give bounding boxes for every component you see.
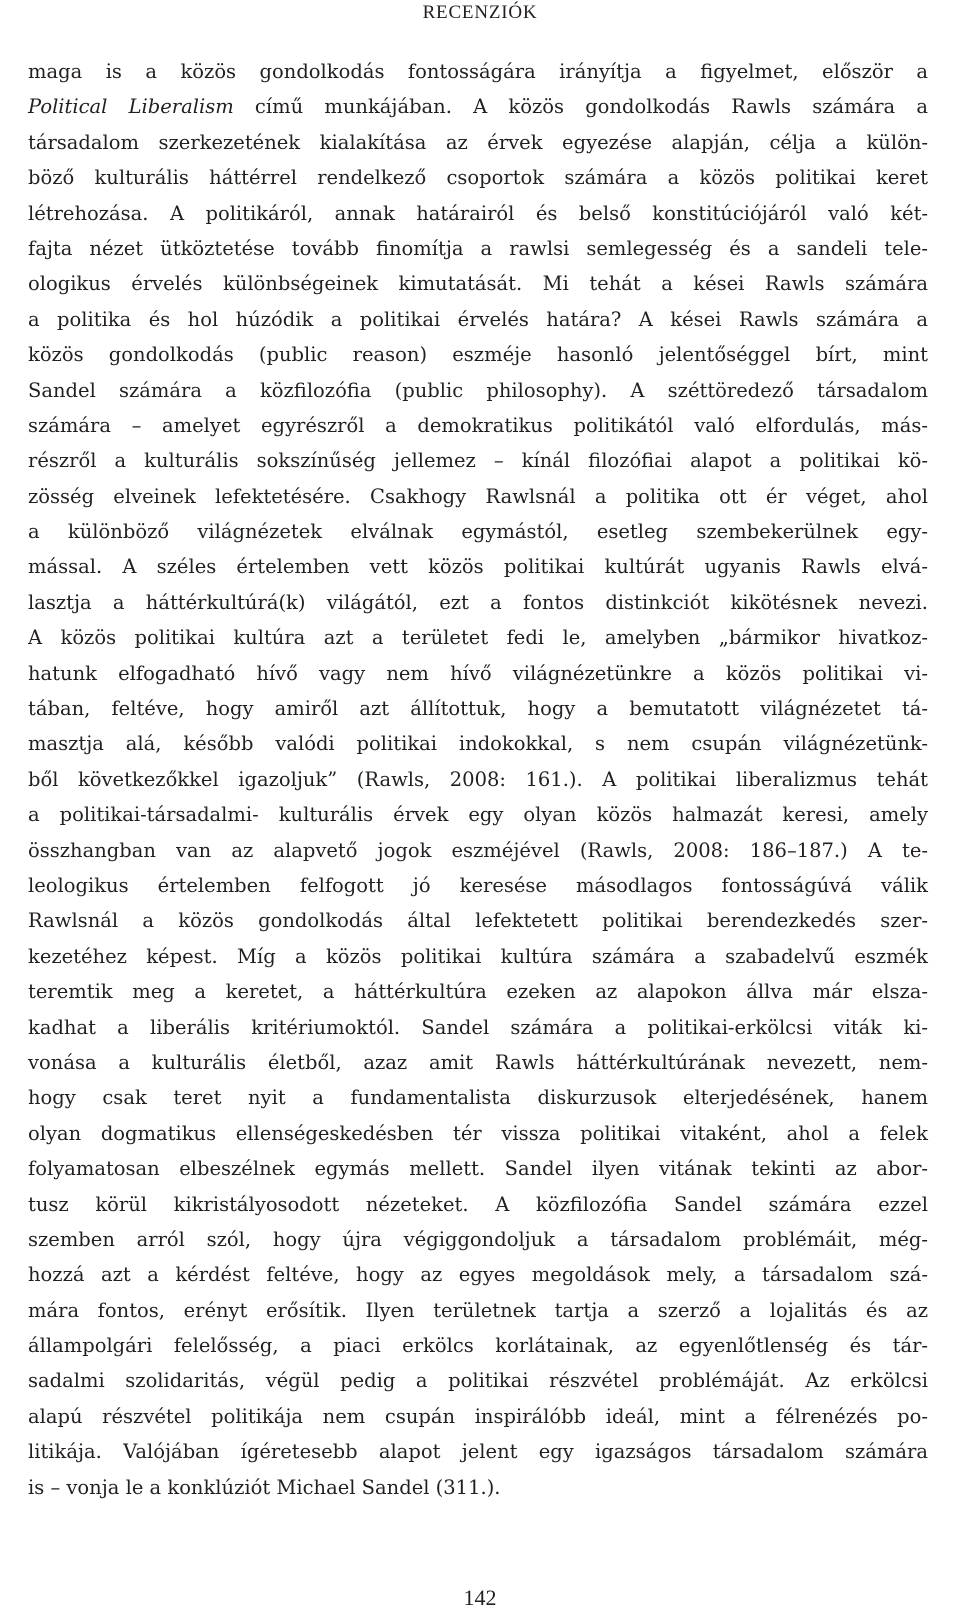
text-line: létrehozása. A politikáról, annak határairól és belső konstitúciójáról való két- xyxy=(28,201,928,225)
text-line: részről a kulturális sokszínűség jellemez – kínál filozófiai alapot a politikai kö- xyxy=(28,449,928,473)
text-line: lasztja a háttérkultúrá(k) világától, ezt a fontos distinkciót kikötésnek nevezi. xyxy=(28,590,928,614)
text-line: is – vonja le a konklúziót Michael Sandel (311.). xyxy=(28,1475,501,1499)
text-line: teremtik meg a keretet, a háttérkultúra ezeken az alapokon állva már elsza- xyxy=(28,980,928,1004)
text-line: a különböző világnézetek elválnak egymástól, esetleg szembekerülnek egy- xyxy=(28,520,928,544)
text-line: Rawlsnál a közös gondolkodás által lefektetett politikai berendezkedés szer- xyxy=(28,909,928,933)
text-line: tában, feltéve, hogy amiről azt állítottuk, hogy a bemutatott világnézetet tá- xyxy=(28,697,928,721)
page-number: 142 xyxy=(463,1585,497,1610)
text-line: maga is a közös gondolkodás fontosságára irányítja a figyelmet, először a xyxy=(28,60,928,83)
text-line: vonása a kulturális életből, azaz amit Rawls háttérkultúrának nevezett, nem- xyxy=(28,1050,928,1074)
text-line: mással. A széles értelemben vett közös politikai kultúrát ugyanis Rawls elvá- xyxy=(28,555,928,579)
text-line: állampolgári felelősség, a piaci erkölcs korlátainak, az egyenlőtlenség és tár- xyxy=(28,1334,928,1358)
text-line: alapú részvétel politikája nem csupán inspirálóbb ideál, mint a félrenézés po- xyxy=(28,1404,928,1428)
text-line: ologikus érvelés különbségeinek kimutatását. Mi tehát a kései Rawls számára xyxy=(28,272,928,296)
body-paragraph xyxy=(28,54,928,1505)
text-line: a politika és hol húzódik a politikai érvelés határa? A kései Rawls számára a xyxy=(28,307,928,331)
text-line: folyamatosan elbeszélnek egymás mellett. Sandel ilyen vitának tekinti az abor- xyxy=(28,1157,928,1181)
text-line: A közös politikai kultúra azt a területet fedi le, amelyben „bármikor hivatkoz- xyxy=(28,626,928,650)
text-line: a politikai-társadalmi- kulturális érvek egy olyan közös halmazát keresi, amely xyxy=(28,803,928,827)
text-line: böző kulturális háttérrel rendelkező csoportok számára a közös politikai keret xyxy=(28,166,928,190)
text-line: kezetéhez képest. Míg a közös politikai kultúra számára a szabadelvű eszmék xyxy=(28,944,928,968)
text-line: zösség elveinek lefektetésére. Csakhogy Rawlsnál a politika ott ér véget, ahol xyxy=(28,484,928,508)
text-line: fajta nézet ütköztetése tovább finomítja a rawlsi semlegesség és a sandeli tele- xyxy=(28,236,928,260)
text-line: összhangban van az alapvető jogok eszméjével (Rawls, 2008: 186–187.) A te- xyxy=(28,838,928,862)
text-line: ből következőkkel igazoljuk” (Rawls, 2008: 161.). A politikai liberalizmus tehát xyxy=(28,767,928,791)
text-line: olyan dogmatikus ellenségeskedésben tér vissza politikai vitaként, ahol a felek xyxy=(28,1121,928,1145)
text-line: sadalmi szolidaritás, végül pedig a politikai részvétel problémáját. Az erkölcsi xyxy=(28,1369,928,1393)
text-line: szemben arról szól, hogy újra végiggondoljuk a társadalom problémáit, még- xyxy=(28,1227,928,1251)
text-line: litikája. Valójában ígéretesebb alapot jelent egy igazságos társadalom számára xyxy=(28,1440,928,1464)
book-title: Political Liberalism xyxy=(28,95,234,119)
text-line: hozzá azt a kérdést feltéve, hogy az egyes megoldások mely, a társadalom szá- xyxy=(28,1263,928,1287)
text-line: hogy csak teret nyit a fundamentalista diskurzusok elterjedésének, hanem xyxy=(28,1086,928,1110)
text-line: leologikus értelemben felfogott jó keresése másodlagos fontosságúvá válik xyxy=(28,873,928,897)
text-line: hatunk elfogadható hívő vagy nem hívő világnézetünkre a közös politikai vi- xyxy=(28,661,928,685)
text-line: kadhat a liberális kritériumoktól. Sandel számára a politikai-erkölcsi viták ki- xyxy=(28,1015,928,1039)
text-line: tusz körül kikristályosodott nézeteket. A közfilozófia Sandel számára ezzel xyxy=(28,1192,928,1216)
running-head: RECENZIÓK xyxy=(422,2,538,23)
text-line: közös gondolkodás (public reason) eszméje hasonló jelentőséggel bírt, mint xyxy=(28,343,928,367)
text-line: masztja alá, később valódi politikai indokokkal, s nem csupán világnézetünk- xyxy=(28,732,928,756)
text-line: mára fontos, erényt erősítik. Ilyen területnek tartja a szerző a lojalitás és az xyxy=(28,1298,928,1322)
text-line: Sandel számára a közfilozófia (public philosophy). A széttöredező társadalom xyxy=(28,378,928,402)
text-line: társadalom szerkezetének kialakítása az érvek egyezése alapján, célja a külön- xyxy=(28,130,928,154)
text-line: Political Liberalism című munkájában. A közös gondolkodás Rawls számára a xyxy=(28,95,928,119)
text-line: számára – amelyet egyrészről a demokratikus politikától való elfordulás, más- xyxy=(28,413,928,437)
